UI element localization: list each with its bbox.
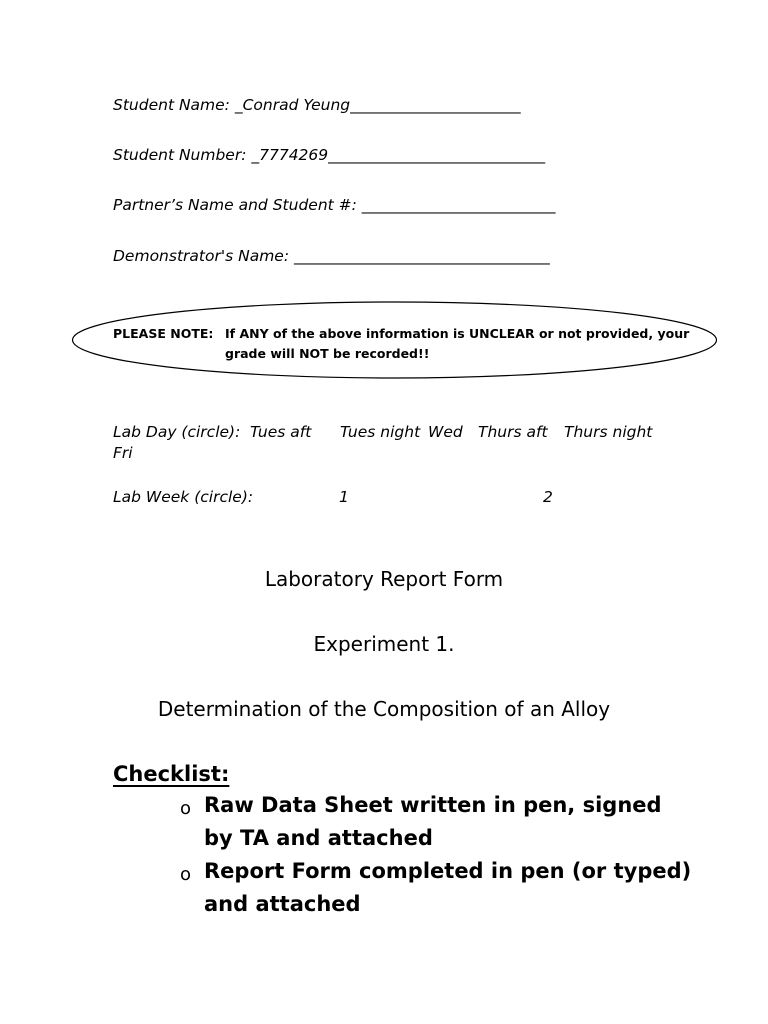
demonstrator-label: Demonstrator's Name: [113, 247, 294, 265]
student-name-row [113, 96, 521, 114]
experiment-subtitle: Determination of the Composition of an Alloy [157, 697, 611, 721]
student-number-value: _7774269____________________________ [251, 146, 546, 164]
checklist-bullet: o [180, 864, 192, 885]
lab-day-option[interactable]: Tues aft [250, 423, 312, 441]
partner-row [113, 196, 556, 214]
lab-day-option[interactable]: Thurs night [564, 423, 653, 441]
checklist-item-1-line-2: by TA and attached [204, 826, 433, 850]
demonstrator-row [113, 247, 550, 265]
partner-value: _________________________ [361, 196, 556, 214]
lab-week-option[interactable]: 1 [339, 488, 349, 506]
experiment-heading: Experiment 1. [313, 632, 455, 656]
note-label: PLEASE NOTE: [113, 326, 214, 341]
note-line-2: grade will NOT be recorded!! [225, 346, 430, 361]
student-number-label: Student Number: [113, 146, 252, 164]
student-number-row [113, 146, 545, 164]
lab-day-label: Lab Day (circle): [113, 423, 241, 441]
lab-day-option[interactable]: Fri [113, 444, 133, 462]
lab-week-option[interactable]: 2 [543, 488, 553, 506]
student-name-label: Student Name: [113, 96, 235, 114]
lab-day-option[interactable]: Thurs aft [478, 423, 548, 441]
checklist-bullet: o [180, 798, 192, 819]
student-name-value: _Conrad Yeung______________________ [234, 96, 521, 114]
demonstrator-value: _________________________________ [293, 247, 550, 265]
partner-label: Partner’s Name and Student #: [113, 196, 362, 214]
checklist-item-1-line-1: Raw Data Sheet written in pen, signed [204, 793, 662, 817]
checklist-title: Checklist: [113, 762, 230, 786]
lab-day-option[interactable]: Tues night [340, 423, 421, 441]
lab-week-label: Lab Week (circle): [113, 488, 254, 506]
checklist-item-2-line-2: and attached [204, 892, 361, 916]
form-title: Laboratory Report Form [264, 567, 504, 591]
checklist-item-2-line-1: Report Form completed in pen (or typed) [204, 859, 692, 883]
note-line-1: If ANY of the above information is UNCLEAR or not provided, your [225, 326, 690, 341]
lab-day-option[interactable]: Wed [428, 423, 463, 441]
